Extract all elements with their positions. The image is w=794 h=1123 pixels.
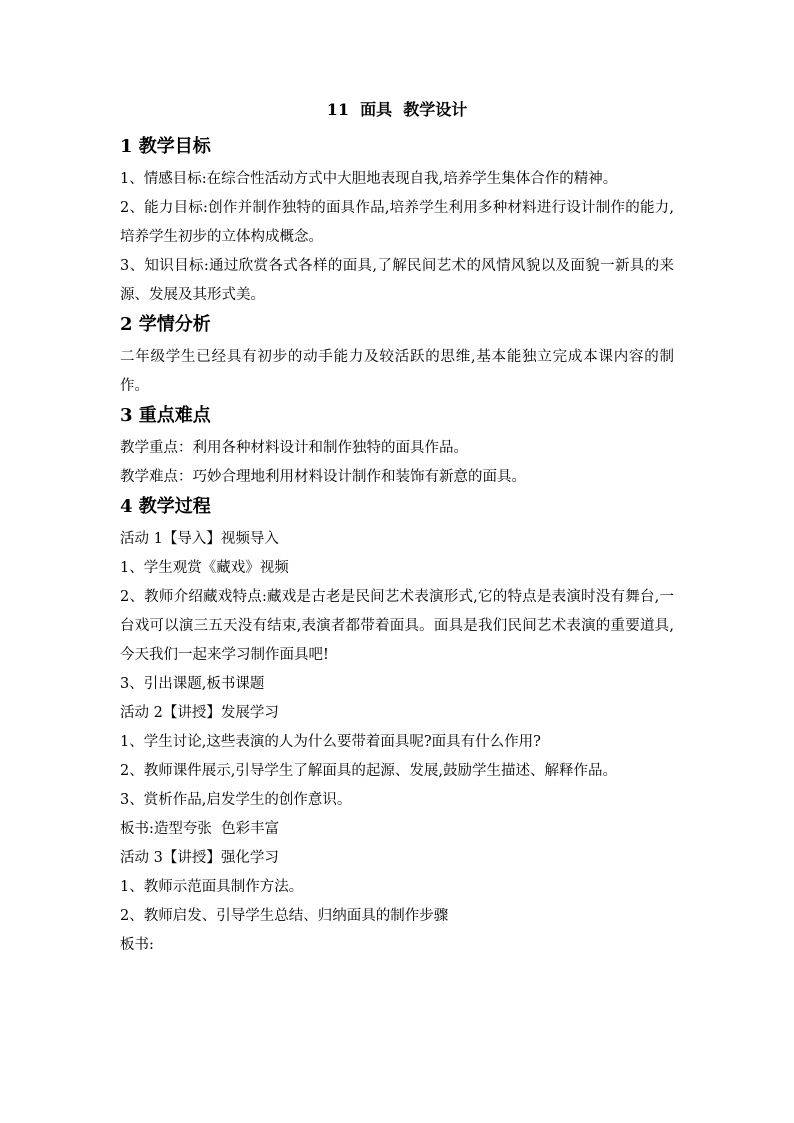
paragraph: 3、引出课题,板书课题 xyxy=(120,676,265,692)
paragraph: 2、教师介绍藏戏特点:藏戏是古老是民间艺术表演形式,它的特点是表演时没有舞台,一台戏可以演三五天没有结束,表演者都带着面具。面具是我们民间艺术表演的重要道具,今天我们一起来学习制作面具吧! xyxy=(120,589,674,663)
paragraph: 教学重点：利用各种材料设计和制作独特的面具作品。 xyxy=(120,440,468,456)
paragraph: 1、学生观赏《藏戏》视频 xyxy=(120,560,289,576)
section-heading: 4 教学过程 xyxy=(120,496,211,517)
paragraph: 板书:造型夸张 色彩丰富 xyxy=(120,821,280,837)
document-title: 11 面具 教学设计 xyxy=(326,100,468,119)
section-key-points xyxy=(120,403,674,492)
section-heading: 2 学情分析 xyxy=(120,314,211,335)
section-teaching-objectives xyxy=(120,134,674,310)
paragraph: 1、教师示范面具制作方法。 xyxy=(120,879,304,895)
paragraph: 活动 1【导入】视频导入 xyxy=(120,531,279,547)
paragraph: 1、学生讨论,这些表演的人为什么要带着面具呢?面具有什么作用? xyxy=(120,734,541,750)
section-teaching-process xyxy=(120,494,674,960)
paragraph: 2、能力目标:创作并制作独特的面具作品,培养学生利用多种材料进行设计制作的能力,培养学生初步的立体构成概念。 xyxy=(120,200,674,245)
section-heading: 1 教学目标 xyxy=(120,136,211,157)
paragraph: 1、情感目标:在综合性活动方式中大胆地表现自我,培养学生集体合作的精神。 xyxy=(120,171,618,187)
paragraph: 活动 2【讲授】发展学习 xyxy=(120,705,279,721)
paragraph: 活动 3【讲授】强化学习 xyxy=(120,850,279,866)
paragraph: 板书: xyxy=(120,937,154,953)
paragraph: 二年级学生已经具有初步的动手能力及较活跃的思维,基本能独立完成本课内容的制作。 xyxy=(120,349,674,394)
paragraph: 3、赏析作品,启发学生的创作意识。 xyxy=(120,792,352,808)
paragraph: 3、知识目标:通过欣赏各式各样的面具,了解民间艺术的风情风貌以及面貌一新具的来源、发展及其形式美。 xyxy=(120,258,674,303)
section-student-analysis xyxy=(120,312,674,401)
paragraph: 2、教师课件展示,引导学生了解面具的起源、发展,鼓励学生描述、解释作品。 xyxy=(120,763,617,779)
paragraph: 教学难点：巧妙合理地利用材料设计制作和装饰有新意的面具。 xyxy=(120,469,526,485)
paragraph: 2、教师启发、引导学生总结、归纳面具的制作步骤 xyxy=(120,908,449,924)
section-heading: 3 重点难点 xyxy=(120,405,211,426)
